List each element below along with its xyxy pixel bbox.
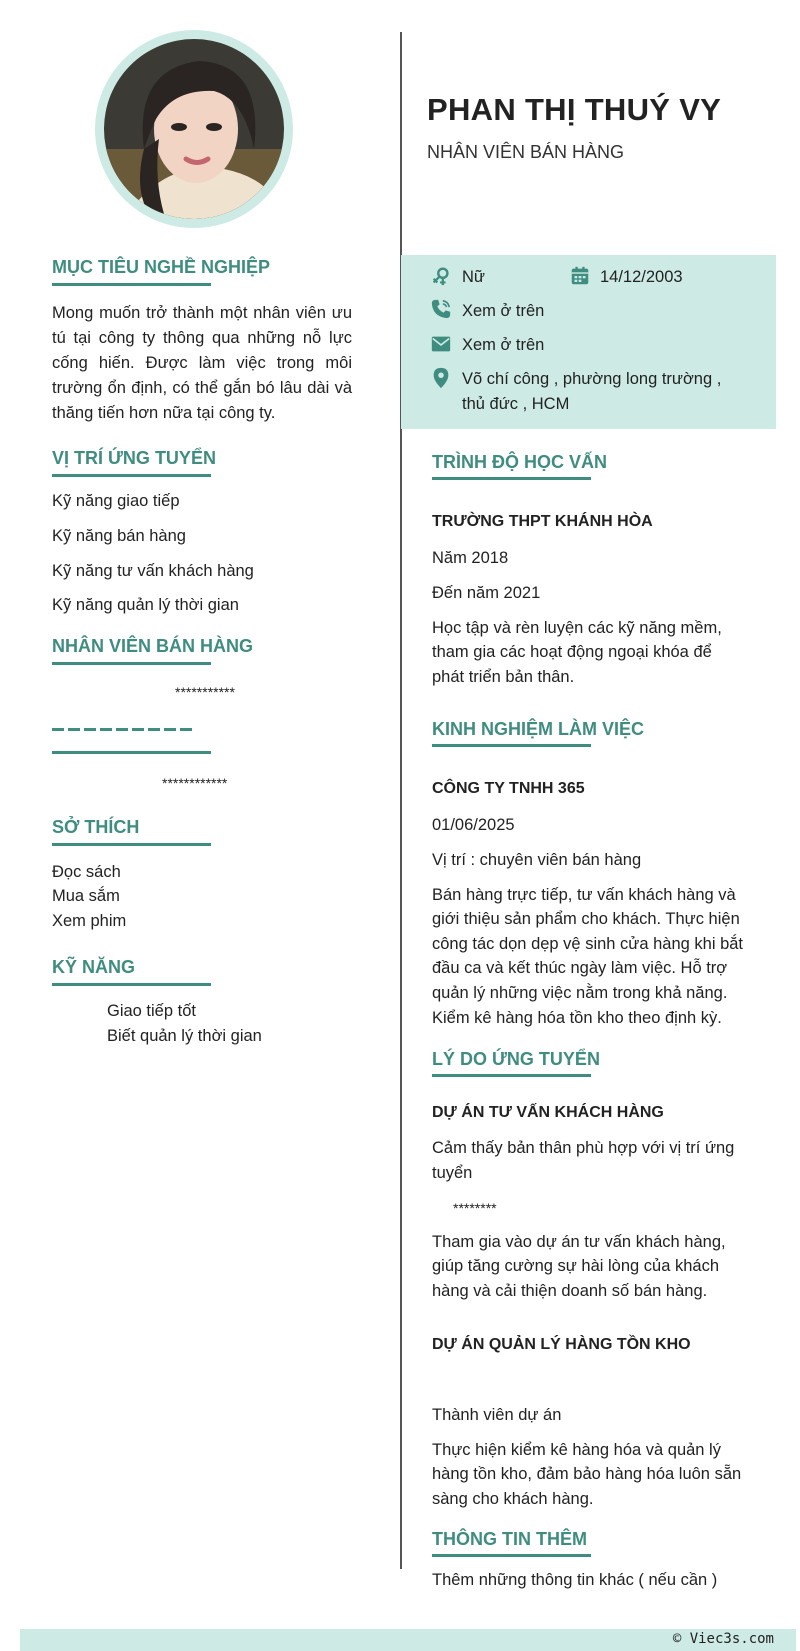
experience-title: KINH NGHIỆM LÀM VIỆC [432, 719, 645, 739]
position-item: Kỹ năng giao tiếp [52, 492, 180, 510]
phone-value: Xem ở trên [462, 302, 545, 320]
education-title: TRÌNH ĐỘ HỌC VẤN [432, 452, 607, 472]
hobby-item: Đọc sách [52, 863, 121, 881]
education-to: Đến năm 2021 [432, 584, 541, 602]
birthday-value: 14/12/2003 [600, 268, 683, 286]
skills-title: KỸ NĂNG [52, 957, 136, 977]
project-1-desc-line: giúp tăng cường sự hài lòng của khách [432, 1257, 720, 1275]
reasons-underline [432, 1074, 591, 1077]
project-1-desc-line: hàng và cải thiện doanh số bán hàng. [432, 1282, 708, 1300]
experience-desc-line: Bán hàng trực tiếp, tư vấn khách hàng và [432, 886, 736, 904]
sales-stars: ************ [162, 775, 228, 791]
education-desc-line: tham gia các hoạt động ngoại khóa để [432, 643, 712, 661]
project-2-desc-line: sàng cho khách hàng. [432, 1490, 594, 1508]
hobbies-underline [52, 843, 211, 846]
experience-underline [432, 744, 591, 747]
gender-value: Nữ [462, 268, 485, 286]
avatar-ring [95, 30, 293, 228]
sales-underline-2 [52, 751, 211, 754]
objective-underline [52, 283, 211, 286]
objective-text: Mong muốn trở thành một nhân viên ưu tú tại công ty thông qua những nỗ lực cống hiến. Được làm việc trong môi trường ổn định, có thể gắn bó lâu dài và thăng tiến hơn nữa tại công ty. [52, 304, 352, 422]
project-1-line: Cảm thấy bản thân phù hợp với vị trí ứng [432, 1139, 735, 1157]
experience-role: Vị trí : chuyên viên bán hàng [432, 851, 642, 869]
contact-info-box [401, 255, 776, 429]
hobby-item: Mua sắm [52, 887, 120, 905]
dashed-line [52, 728, 194, 731]
phone-icon [430, 298, 452, 320]
experience-desc-line: quản lý những việc nằm trong khả năng. [432, 984, 728, 1002]
footer-bar [20, 1629, 796, 1651]
experience-date: 01/06/2025 [432, 816, 515, 834]
hobbies-title: SỞ THÍCH [52, 817, 140, 837]
candidate-job-title: NHÂN VIÊN BÁN HÀNG [427, 142, 625, 162]
candidate-name: PHAN THỊ THUÝ VY [427, 92, 722, 127]
extra-info-text: Thêm những thông tin khác ( nếu cần ) [432, 1571, 718, 1589]
email-icon [430, 333, 452, 355]
experience-desc-line: giới thiệu sản phẩm cho khách. Thực hiện [432, 910, 740, 928]
position-underline [52, 474, 211, 477]
project-2-title: DỰ ÁN QUẢN LÝ HÀNG TỒN KHO [432, 1336, 691, 1353]
skill-item: Giao tiếp tốt [107, 1002, 196, 1020]
address-line-2: thủ đức , HCM [462, 395, 570, 413]
email-value: Xem ở trên [462, 336, 545, 354]
project-1-desc-line: Tham gia vào dự án tư vấn khách hàng, [432, 1233, 726, 1251]
company-name: CÔNG TY TNHH 365 [432, 780, 585, 797]
experience-desc-line: đầu ca và kết thúc ngày làm việc. Hỗ trợ [432, 959, 728, 977]
education-from: Năm 2018 [432, 549, 509, 567]
extra-info-underline [432, 1554, 591, 1557]
sales-stars: *********** [175, 684, 235, 700]
position-item: Kỹ năng tư vấn khách hàng [52, 562, 254, 580]
skill-item: Biết quản lý thời gian [107, 1027, 262, 1045]
project-1-line: tuyển [432, 1164, 473, 1182]
school-name: TRƯỜNG THPT KHÁNH HÒA [432, 513, 653, 530]
position-title: VỊ TRÍ ỨNG TUYỂN [52, 448, 216, 468]
project-1-title: DỰ ÁN TƯ VẤN KHÁCH HÀNG [432, 1104, 664, 1121]
project-2-desc-line: Thực hiện kiểm kê hàng hóa và quản lý [432, 1441, 721, 1459]
reasons-title: LÝ DO ỨNG TUYỂN [432, 1049, 600, 1069]
skills-underline [52, 983, 211, 986]
sales-title: NHÂN VIÊN BÁN HÀNG [52, 636, 254, 656]
education-desc-line: phát triển bản thân. [432, 668, 575, 686]
calendar-icon [569, 265, 591, 287]
education-underline [432, 477, 591, 480]
position-item: Kỹ năng bán hàng [52, 527, 186, 545]
footer-watermark[interactable]: © Viec3s.com [672, 1631, 774, 1647]
objective-title: MỤC TIÊU NGHỀ NGHIỆP [52, 257, 271, 277]
sales-underline [52, 662, 211, 665]
location-icon [430, 367, 452, 389]
education-desc-line: Học tập và rèn luyện các kỹ năng mềm, [432, 619, 722, 637]
hobby-item: Xem phim [52, 912, 127, 930]
project-stars: ******** [453, 1200, 497, 1216]
project-2-role: Thành viên dự án [432, 1406, 562, 1424]
avatar-photo [104, 39, 284, 219]
gender-icon [430, 265, 452, 287]
extra-info-title: THÔNG TIN THÊM [432, 1529, 587, 1549]
avatar [104, 39, 284, 219]
project-2-desc-line: hàng tồn kho, đảm bảo hàng hóa luôn sẵn [432, 1465, 742, 1483]
address-line-1: Võ chí công , phường long trường , [462, 370, 722, 388]
position-item: Kỹ năng quản lý thời gian [52, 596, 239, 614]
experience-desc-line: công tác dọn dẹp vệ sinh cửa hàng khi bắt [432, 935, 744, 953]
experience-desc-line: Kiểm kê hàng hóa tồn kho theo định kỳ. [432, 1009, 722, 1027]
